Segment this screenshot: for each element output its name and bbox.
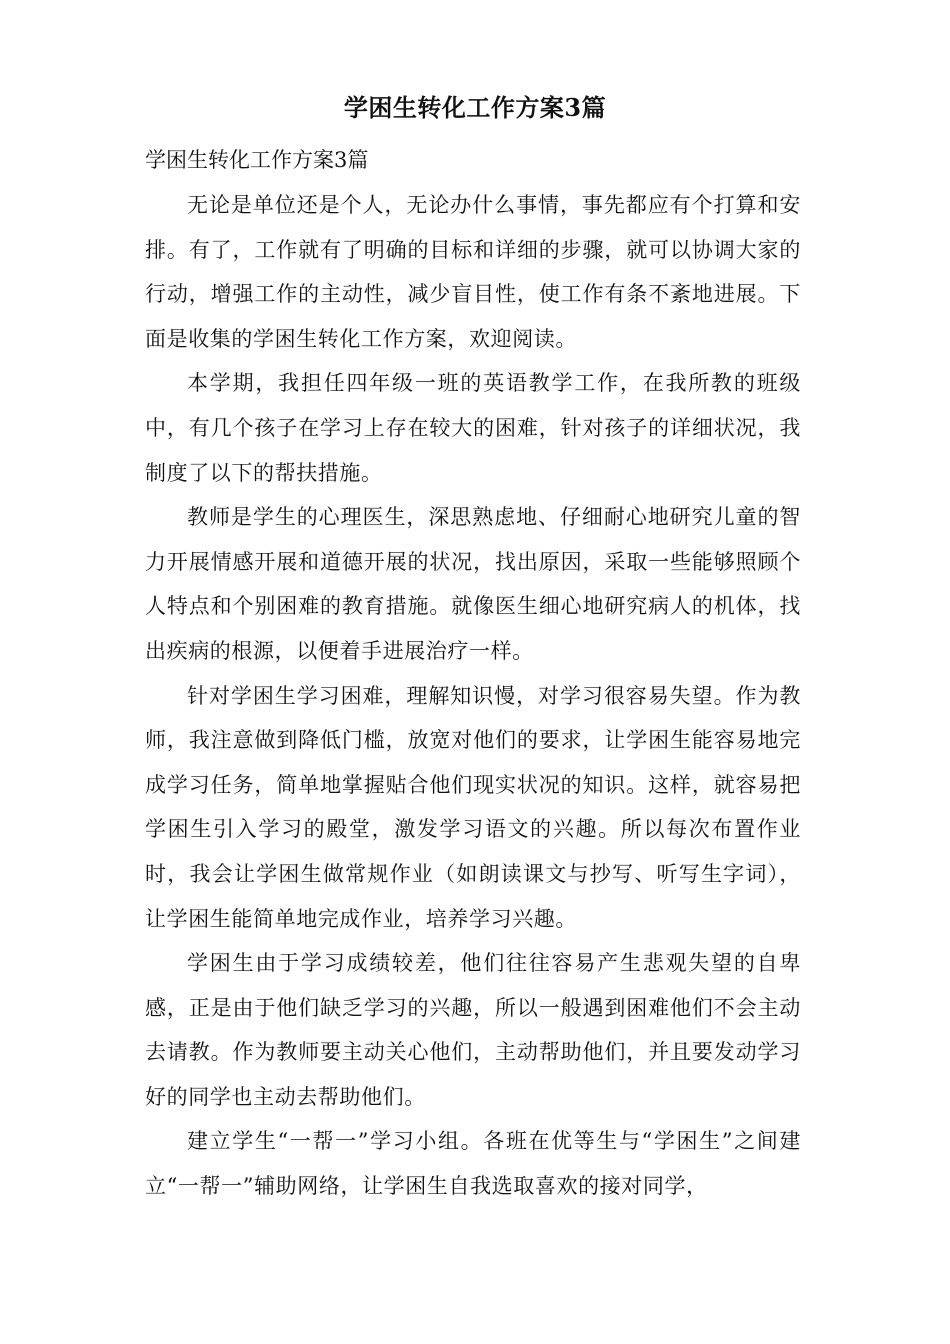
document-title: 学困生转化工作方案3篇 (343, 93, 607, 122)
document-body (145, 183, 801, 1209)
paragraph: 教师是学生的心理医生，深思熟虑地、仔细耐心地研究儿童的智力开展情感开展和道德开展的状况，找出原因，采取一些能够照顾个人特点和个别困难的教育措施。就像医生细心地研究病人的机体，找出疾病的根源，以便着手进展治疗一样。 (145, 505, 801, 663)
paragraph: 建立学生“一帮一”学习小组。各班在优等生与“学困生”之间建立“一帮一”辅助网络，让学困生自我选取喜欢的接对同学， (145, 1129, 801, 1199)
paragraph: 无论是单位还是个人，无论办什么事情，事先都应有个打算和安排。有了，工作就有了明确的目标和详细的步骤，就可以协调大家的行动，增强工作的主动性，减少盲目性，使工作有条不紊地进展。下面是收集的学困生转化工作方案，欢迎阅读。 (145, 193, 801, 351)
paragraph: 本学期，我担任四年级一班的英语教学工作，在我所教的班级中，有几个孩子在学习上存在较大的困难，针对孩子的详细状况，我制度了以下的帮扶措施。 (145, 371, 801, 485)
paragraph: 针对学困生学习困难，理解知识慢，对学习很容易失望。作为教师，我注意做到降低门槛，放宽对他们的要求，让学困生能容易地完成学习任务，简单地掌握贴合他们现实状况的知识。这样，就容易把学困生引入学习的殿堂，激发学习语文的兴趣。所以每次布置作业时，我会让学困生做常规作业（如朗读课文与抄写、听写生字词），让学困生能简单地完成作业，培养学习兴趣。 (145, 683, 801, 931)
document-subtitle: 学困生转化工作方案3篇 (145, 148, 369, 172)
paragraph: 学困生由于学习成绩较差，他们往往容易产生悲观失望的自卑感，正是由于他们缺乏学习的兴趣，所以一般遇到困难他们不会主动去请教。作为教师要主动关心他们，主动帮助他们，并且要发动学习好的同学也主动去帮助他们。 (145, 951, 801, 1109)
